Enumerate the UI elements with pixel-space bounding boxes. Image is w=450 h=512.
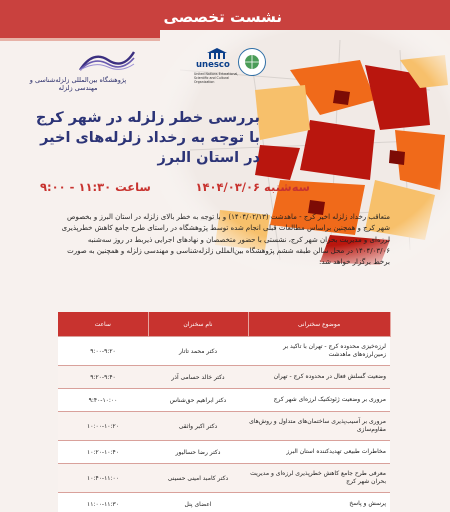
schedule-time: ۱۰:۴۰-۱۱:۰۰ xyxy=(58,464,148,493)
schedule-topic: مخاطرات طبیعی تهدیدکننده استان البرز xyxy=(248,441,390,464)
table-row xyxy=(58,389,390,412)
iiees-name: پژوهشگاه بین‌المللی زلزله‌شناسی و مهندسی زلزله xyxy=(29,76,127,92)
partner-seal xyxy=(238,48,266,76)
iiees-wave-icon xyxy=(78,48,136,72)
title-line-1: بررسی خطر زلزله در شهر کرج xyxy=(35,110,260,126)
header-time: ساعت xyxy=(58,312,148,337)
event-time: ساعت ۱۱:۳۰ - ۹:۰۰ xyxy=(40,180,151,194)
table-row xyxy=(58,412,390,441)
table-row xyxy=(58,464,390,493)
schedule-time: ۹:۰۰-۹:۲۰ xyxy=(58,337,148,366)
table-row xyxy=(58,441,390,464)
header-title: نشست تخصصی xyxy=(163,8,282,26)
unesco-logo xyxy=(196,46,240,90)
event-date: سه‌شنبه ۱۴۰۴/۰۳/۰۶ xyxy=(195,180,310,194)
schedule-time: ۱۰:۰۰-۱۰:۲۰ xyxy=(58,412,148,441)
title-line-3: در استان البرز xyxy=(157,150,260,166)
unesco-temple-icon xyxy=(206,48,228,60)
header-topic: موضوع سخنرانی xyxy=(248,312,390,337)
schedule-time: ۹:۲۰-۹:۴۰ xyxy=(58,366,148,389)
title-line-2: با توجه به رخداد زلزله‌های اخیر xyxy=(40,130,260,146)
event-title xyxy=(20,108,260,168)
schedule-speaker: دکتر اکبر واثقی xyxy=(148,412,248,441)
iiees-logo xyxy=(18,48,138,92)
schedule-time: ۱۱:۰۰-۱۱:۳۰ xyxy=(58,493,148,512)
table-row xyxy=(58,366,390,389)
table-row xyxy=(58,493,390,512)
schedule-topic: لرزه‌خیزی محدوده کرج - تهران با تاکید بر زمین‌لرزه‌های ماهدشت xyxy=(248,337,390,366)
schedule-speaker: دکتر رضا حسالیور xyxy=(148,441,248,464)
schedule-time: ۱۰:۲۰-۱۰:۴۰ xyxy=(58,441,148,464)
schedule-topic: وضعیت گسلش فعال در محدوده کرج - تهران xyxy=(248,366,390,389)
schedule-speaker: اعضای پنل xyxy=(148,493,248,512)
unesco-caption: United Nations Educational, Scientific and Cultural Organization xyxy=(194,72,239,84)
unesco-wordmark: unesco xyxy=(196,60,230,70)
schedule-speaker: دکتر کامبد امینی حسینی xyxy=(148,464,248,493)
schedule-topic: مروری بر آسیب‌پذیری ساختمان‌های متداول و روش‌های مقاوم‌سازی xyxy=(248,412,390,441)
schedule-speaker: دکتر محمد تاتار xyxy=(148,337,248,366)
schedule-body xyxy=(58,337,390,512)
schedule-topic: پرسش و پاسخ xyxy=(248,493,390,512)
globe-icon xyxy=(239,49,265,75)
schedule-topic: معرفی طرح جامع کاهش خطرپذیری لرزه‌ای و مدیریت بحران شهر کرج xyxy=(248,464,390,493)
schedule-speaker: دکتر ابراهیم حق‌شناس xyxy=(148,389,248,412)
event-description: متعاقب رخداد زلزله اخیر کرج - ماهدشت (۱۴۰۴/۰۲/۱۳) و با توجه به خطر بالای زلزله در استان البرز و بخصوص شهر کرج و همچنین براساس مطالعات قبلی انجام شده توسط پژوهشگاه در راستای طرح جامع کاهش خطرپذیری لرزه‌ای و مدیریت بحران شهر کرج، نشستی با حضور متخصصان و نهادهای اجرایی ذیربط در روز سه‌شنبه ۱۴۰۴/۰۳/۰۶ در محل سالن طبقه ششم پژوهشگاه بین‌المللی زلزله‌شناسی و مهندسی زلزله و همچنین به صورت برخط برگزار خواهد شد: xyxy=(61,213,390,267)
schedule-speaker: دکتر خالد حسامی آذر xyxy=(148,366,248,389)
schedule-time: ۹:۴۰-۱۰:۰۰ xyxy=(58,389,148,412)
table-row xyxy=(58,337,390,366)
header-speaker: نام سخنران xyxy=(148,312,248,337)
schedule-table xyxy=(58,312,391,512)
schedule-topic: مروری بر وضعیت ژئوتکنیک لرزه‌ای شهر کرج xyxy=(248,389,390,412)
schedule-header-row xyxy=(58,312,390,337)
